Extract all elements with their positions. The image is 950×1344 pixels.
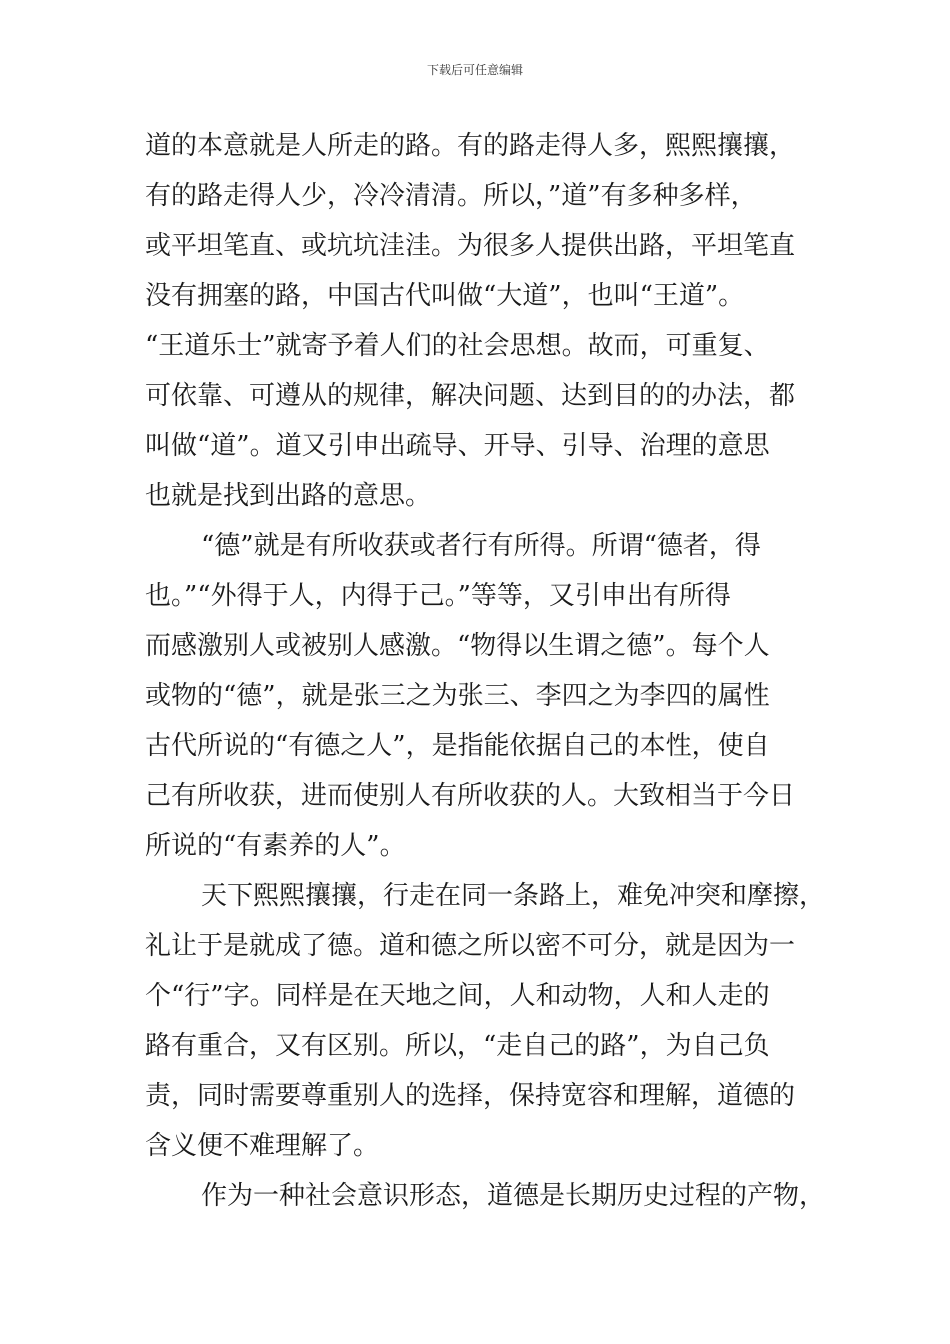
text-line: 责，同时需要尊重别人的选择，保持宽容和理解，道德的 <box>145 1081 796 1111</box>
text-line: 可依靠、可遵从的规律，解决问题、达到目的的办法，都 <box>145 381 796 411</box>
text-line: 叫做“道”。道又引申出疏导、开导、引导、治理的意思 <box>145 431 770 461</box>
body-text <box>145 121 835 1221</box>
text-line: 己有所收获，进而使别人有所收获的人。大致相当于今日 <box>145 781 796 811</box>
text-line: 所说的“有素养的人”。 <box>145 831 406 861</box>
text-line: 也就是找到出路的意思。 <box>145 481 432 511</box>
text-line: 个“行”字。同样是在天地之间，人和动物，人和人走的 <box>145 981 770 1011</box>
text-line: 道的本意就是人所走的路。有的路走得人多，熙熙攘攘， <box>145 131 796 161</box>
text-line: 古代所说的“有德之人”，是指能依据自己的本性，使自 <box>145 731 770 761</box>
text-line: 礼让于是就成了德。道和德之所以密不可分，就是因为一 <box>145 931 796 961</box>
page-header: 下载后可任意编辑 <box>426 63 523 77</box>
text-line: “王道乐士”就寄予着人们的社会思想。故而，可重复、 <box>145 331 770 361</box>
text-line: 含义便不难理解了。 <box>145 1131 380 1161</box>
text-line: 有的路走得人少，冷冷清清。所以，”道”有多种多样， <box>145 181 757 211</box>
text-line: 或平坦笔直、或坑坑洼洼。为很多人提供出路，平坦笔直 <box>145 231 796 261</box>
text-line: 而感激别人或被别人感激。“物得以生谓之德”。每个人 <box>145 631 770 661</box>
paragraph-start-line: 天下熙熙攘攘，行走在同一条路上，难免冲突和摩擦， <box>201 881 826 911</box>
paragraph-start-line: 作为一种社会意识形态，道德是长期历史过程的产物， <box>201 1181 826 1211</box>
text-line: 或物的“德”，就是张三之为张三、李四之为李四的属性 <box>145 681 770 711</box>
text-line: 没有拥塞的路，中国古代叫做“大道”，也叫“王道”。 <box>145 281 745 311</box>
paragraph-start-line: “德”就是有所收获或者行有所得。所谓“德者，得 <box>201 531 761 561</box>
text-line: 也。”“外得于人，内得于己。”等等，又引申出有所得 <box>145 581 731 611</box>
text-line: 路有重合，又有区别。所以，“走自己的路”，为自己负 <box>145 1031 770 1061</box>
